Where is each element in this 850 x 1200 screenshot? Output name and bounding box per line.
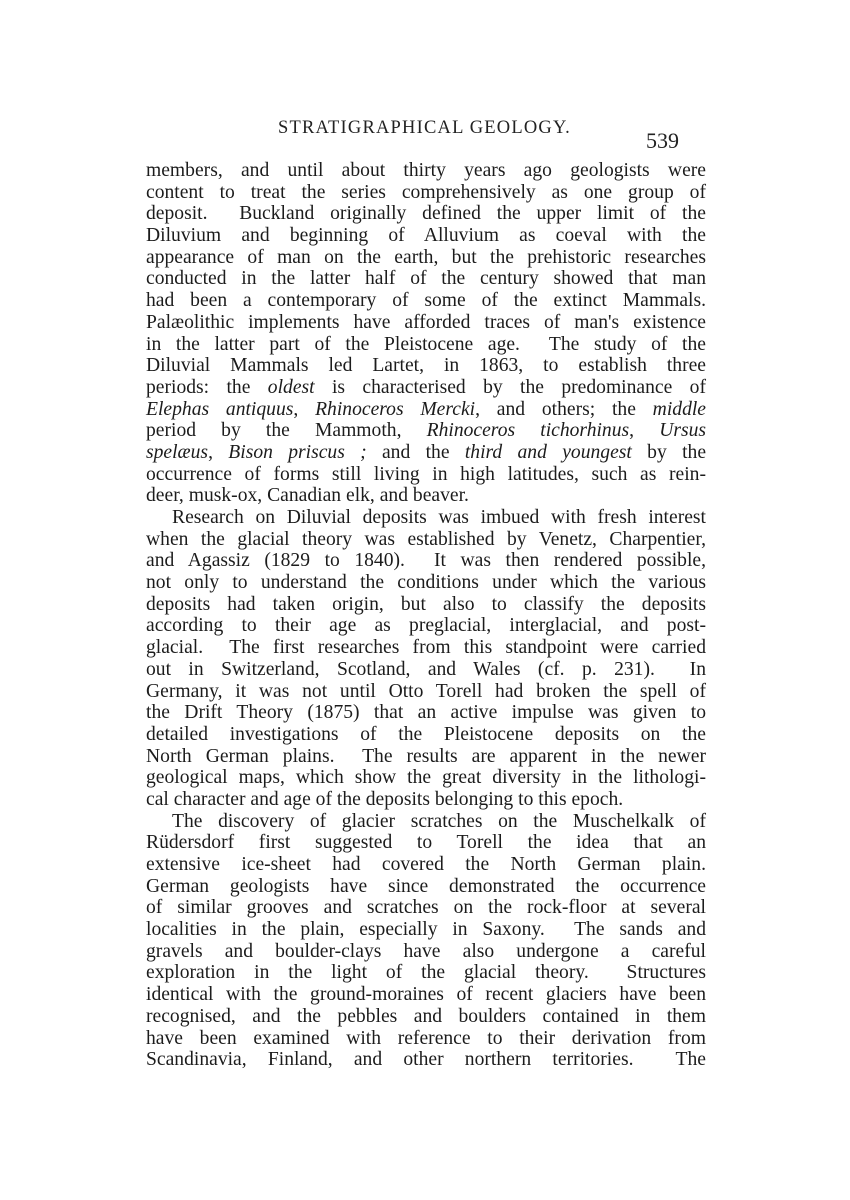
text-line	[146, 702, 706, 724]
text-run: ,	[629, 420, 660, 442]
text-line	[146, 962, 706, 984]
text-line	[146, 746, 706, 768]
text-run: deposit. Buckland originally defined the upper limit of the	[146, 203, 706, 225]
text-run: ,	[208, 441, 229, 463]
text-run: deposits had taken origin, but also to classify the deposits	[146, 593, 706, 615]
text-run: Scandinavia, Finland, and other northern territories. The	[146, 1049, 706, 1071]
text-run: the Drift Theory (1875) that an active impulse was given to	[146, 702, 706, 724]
text-run: German geologists have since demonstrated the occurrence	[146, 875, 706, 897]
text-run: ,	[293, 398, 316, 420]
text-run: had been a contemporary of some of the extinct Mammals.	[146, 290, 706, 312]
italic-text: Bison priscus ;	[228, 441, 367, 463]
text-line	[146, 1028, 706, 1050]
text-line	[146, 334, 706, 356]
text-line	[146, 919, 706, 941]
text-line	[146, 681, 706, 703]
text-run: Rüdersdorf first suggested to Torell the idea that an	[146, 832, 706, 854]
text-line	[146, 984, 706, 1006]
text-run: geological maps, which show the great diversity in the lithologi-	[146, 767, 706, 789]
text-run: by the	[631, 441, 707, 463]
text-run: glacial. The first researches from this standpoint were carried	[146, 637, 706, 659]
text-line	[146, 789, 706, 811]
text-line	[146, 811, 706, 833]
text-line	[146, 225, 706, 247]
text-run: and the	[366, 441, 465, 463]
body-text	[146, 160, 706, 1071]
text-run: out in Switzerland, Scotland, and Wales (cf. p. 231). In	[146, 658, 706, 680]
text-line	[146, 615, 706, 637]
italic-text: Elephas antiquus	[146, 398, 294, 420]
text-run: is characterised by the predominance of	[314, 376, 706, 398]
text-line	[146, 268, 706, 290]
text-line	[146, 420, 706, 442]
text-line	[146, 550, 706, 572]
text-line	[146, 442, 706, 464]
text-line	[146, 203, 706, 225]
text-run: period by the Mammoth,	[146, 420, 427, 442]
italic-text: Ursus	[659, 420, 707, 442]
text-line	[146, 529, 706, 551]
text-run: occurrence of forms still living in high latitudes, such as rein-	[146, 463, 706, 485]
text-run: Germany, it was not until Otto Torell had broken the spell of	[146, 680, 706, 702]
text-run: North German plains. The results are apparent in the newer	[146, 745, 706, 767]
italic-text: spelæus	[146, 441, 209, 463]
running-head: STRATIGRAPHICAL GEOLOGY.	[278, 118, 571, 138]
text-run: recognised, and the pebbles and boulders contained in them	[146, 1005, 706, 1027]
italic-text: Rhinoceros tichorhinus	[426, 420, 630, 442]
text-run: extensive ice-sheet had covered the North German plain.	[146, 854, 706, 875]
text-line	[146, 854, 706, 876]
text-line	[146, 767, 706, 789]
text-run: deer, musk-ox, Canadian elk, and beaver.	[146, 485, 469, 507]
text-run: Palæolithic implements have afforded traces of man's existence	[146, 311, 706, 333]
text-line	[146, 1049, 706, 1071]
text-line	[146, 464, 706, 486]
italic-text: Rhinoceros Mercki	[315, 398, 476, 420]
text-run: of similar grooves and scratches on the rock-floor at several	[146, 897, 706, 919]
text-run: localities in the plain, especially in Saxony. The sands and	[146, 919, 706, 941]
text-line	[146, 247, 706, 269]
text-line	[146, 594, 706, 616]
text-line	[146, 659, 706, 681]
text-run: exploration in the light of the glacial theory. Structures	[146, 962, 706, 984]
text-line	[146, 160, 706, 182]
text-run: , and others; the	[475, 398, 653, 420]
text-line	[146, 637, 706, 659]
text-line	[146, 1006, 706, 1028]
text-line	[146, 485, 706, 507]
text-run: Research on Diluvial deposits was imbued with fresh interest	[172, 507, 706, 528]
text-line	[146, 572, 706, 594]
text-line	[146, 724, 706, 746]
text-run: members, and until about thirty years ago geologists were	[146, 160, 706, 181]
text-line	[146, 399, 706, 421]
text-run: and Agassiz (1829 to 1840). It was then rendered possible,	[146, 550, 706, 572]
italic-text: third and youngest	[464, 441, 632, 463]
page-number: 539	[646, 128, 679, 153]
text-line	[146, 355, 706, 377]
text-run: identical with the ground-moraines of recent glaciers have been	[146, 984, 706, 1006]
text-run: gravels and boulder-clays have also undergone a careful	[146, 940, 706, 962]
text-run: content to treat the series comprehensively as one group of	[146, 181, 706, 203]
text-run: detailed investigations of the Pleistocene deposits on the	[146, 723, 706, 745]
text-line	[146, 832, 706, 854]
text-run: conducted in the latter half of the century showed that man	[146, 268, 706, 290]
text-run: according to their age as preglacial, interglacial, and post-	[146, 615, 706, 637]
text-line	[146, 507, 706, 529]
text-line	[146, 312, 706, 334]
text-run: appearance of man on the earth, but the prehistoric researches	[146, 246, 706, 268]
italic-text: oldest	[267, 376, 315, 398]
text-line	[146, 941, 706, 963]
text-line	[146, 876, 706, 898]
text-run: Diluvium and beginning of Alluvium as coeval with the	[146, 225, 706, 247]
text-run: when the glacial theory was established by Venetz, Charpentier,	[146, 528, 706, 550]
text-line	[146, 897, 706, 919]
text-run: The discovery of glacier scratches on the Muschelkalk of	[172, 810, 706, 832]
text-run: have been examined with reference to their derivation from	[146, 1027, 706, 1049]
text-line	[146, 377, 706, 399]
text-line	[146, 290, 706, 312]
text-run: in the latter part of the Pleistocene age. The study of the	[146, 333, 706, 355]
text-run: periods: the	[146, 376, 268, 398]
text-run: not only to understand the conditions under which the various	[146, 572, 706, 594]
text-run: Diluvial Mammals led Lartet, in 1863, to establish three	[146, 355, 706, 377]
italic-text: middle	[652, 398, 706, 420]
text-run: cal character and age of the deposits belonging to this epoch.	[146, 788, 624, 810]
text-line	[146, 182, 706, 204]
